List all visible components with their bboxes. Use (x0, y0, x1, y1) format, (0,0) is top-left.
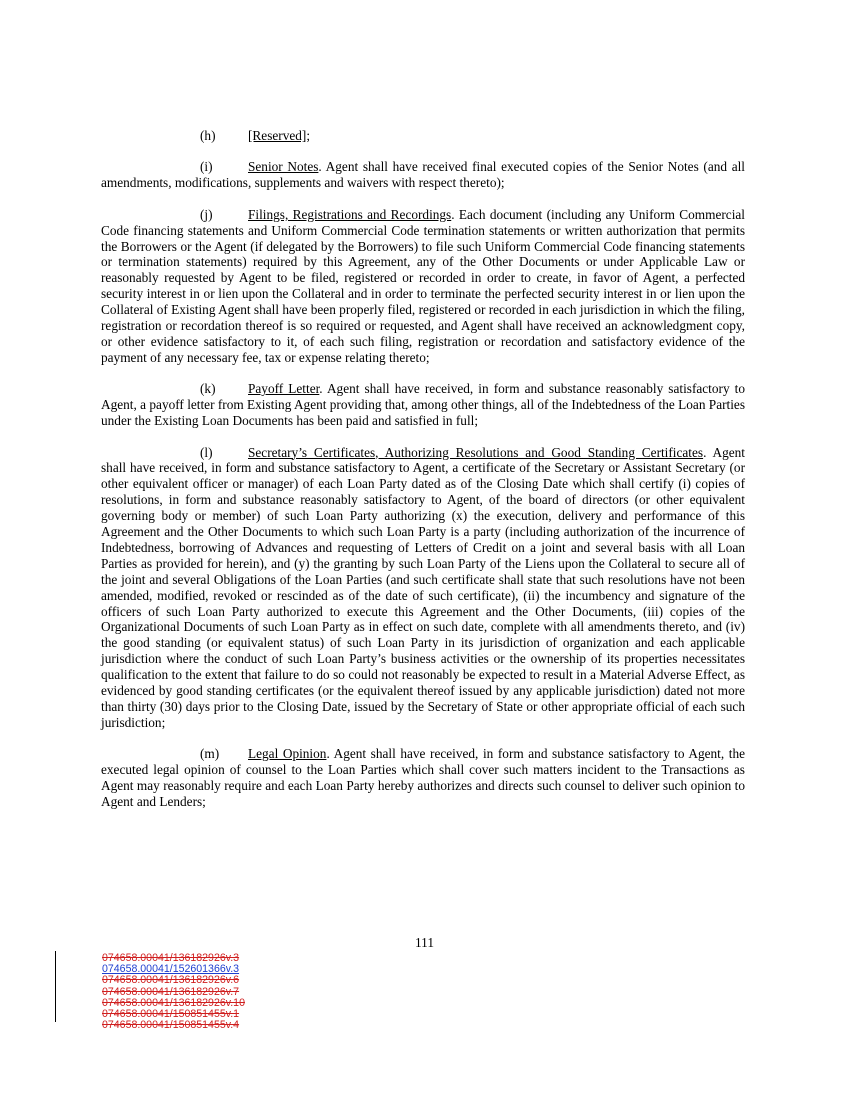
section-heading: Filings, Registrations and Recordings (248, 206, 452, 222)
section-l (101, 445, 745, 731)
document-id: 074658.00041/136182926v.7 (102, 985, 240, 998)
section-number: (m) (200, 746, 220, 762)
section-heading: Legal Opinion (248, 746, 327, 762)
document-body (101, 128, 745, 825)
section-body: . Agent shall have received, in form and substance reasonably satisfactory to Agent, a payoff letter from Existing Agent providing that, among other things, all of the Indebtedness of the Loan Parties under the Existing Loan Documents has been paid and satisfied in full; (101, 381, 746, 429)
section-body: . Agent shall have received, in form and substance satisfactory to Agent, a certificate of the Secretary or Assistant Secretary (or other equivalent officer or manager) of each Loan Party dated as of the Closing Date which shall certify (i) copies of resolutions, in form and substance reasonably satisfactory to Agent, of the board of directors (or other equivalent governing body or member) of such Loan Party authorizing (x) the execution, delivery and performance of this Agreement and the Other Documents to which such Loan Party is a party (including authorization of the incurrence of Indebtedness, borrowing of Advances and requesting of Letters of Credit on a joint and several basis with all Loan Parties as provided for herein), and (y) the granting by such Loan Party of the Liens upon the Collateral to secure all of the joint and several Obligations of the Loan Parties (and such certificate shall state that such resolutions have not been amended, modified, revoked or rescinded as of the date of such certificate), (ii) the incumbency and signature of the officers of such Loan Party authorized to execute this Agreement and the Other Documents, (iii) copies of the Organizational Documents of such Loan Party as in effect on such date, complete with all amendments thereto, and (iv) the good standing (or equivalent status) of such Loan Party in its jurisdiction of organization and each applicable jurisdiction where the conduct of such Loan Party’s business activities or the ownership of its properties necessitates qualification to the extent that failure to do so could not reasonably be expected to result in a Material Adverse Effect, as evidenced by good standing certificates (or the equivalent thereof issued by any applicable jurisdiction) dated not more than thirty (30) days prior to the Closing Date, issued by the Secretary of State or other appropriate official of each such jurisdiction; (101, 444, 745, 730)
section-body: ; (306, 128, 311, 143)
section-number: (h) (200, 128, 216, 143)
document-id: 074658.00041/136182926v.3 (102, 952, 240, 964)
section-body: . Agent shall have received final executed copies of the Senior Notes (and all amendments, modifications, supplements and waivers with respect thereto); (101, 159, 746, 191)
section-k (101, 381, 745, 429)
section-h (101, 128, 745, 144)
section-m (101, 746, 745, 810)
section-j (101, 207, 745, 366)
section-heading: Secretary’s Certificates, Authorizing Resolutions and Good Standing Certificates (248, 444, 704, 460)
change-bar (55, 951, 56, 1022)
section-heading: Payoff Letter (248, 381, 320, 397)
section-number: (k) (200, 381, 216, 397)
document-id: 074658.00041/136182926v.6 (102, 974, 240, 987)
section-number: (j) (200, 206, 213, 222)
section-heading: [Reserved] (248, 128, 307, 143)
document-id: 074658.00041/150851455v.4 (102, 1019, 240, 1032)
section-i (101, 159, 745, 191)
section-number: (i) (200, 159, 213, 175)
document-id-stack (102, 953, 245, 1031)
document-id: 074658.00041/136182926v.10 (102, 996, 245, 1009)
section-body: . Agent shall have received, in form and substance satisfactory to Agent, the executed legal opinion of counsel to the Loan Parties which shall cover such matters incident to the Transactions as Agent may reasonably require and each Loan Party hereby authorizes and directs such counsel to deliver such opinion to Agent and Lenders; (101, 746, 745, 810)
section-body: . Each document (including any Uniform Commercial Code financing statements and Uniform Commercial Code termination statements or written authorization that permits the Borrowers or the Agent (if delegated by the Borrowers) to file such Uniform Commercial Code financing statements or termination statements) required by this Agreement, any of the Other Documents or under Applicable Law or reasonably requested by Agent to be filed, registered or recorded in order to create, in favor of Agent, a perfected security interest in or lien upon the Collateral and in order to terminate the perfected security interest in or lien upon the Collateral of Existing Agent shall have been properly filed, registered or recorded in each jurisdiction in which the filing, registration or recordation thereof is so required or requested, and Agent shall have received an acknowledgment copy, or other evidence satisfactory to it, of each such filing, registration or recordation and satisfactory evidence of the payment of any necessary fee, tax or expense relating thereto; (101, 206, 745, 365)
section-heading: Senior Notes (248, 159, 319, 175)
document-id: 074658.00041/150851455v.1 (102, 1008, 240, 1021)
section-number: (l) (200, 444, 213, 460)
document-id: 074658.00041/152601366v.3 (102, 963, 240, 976)
page-number: 111 (415, 935, 434, 950)
